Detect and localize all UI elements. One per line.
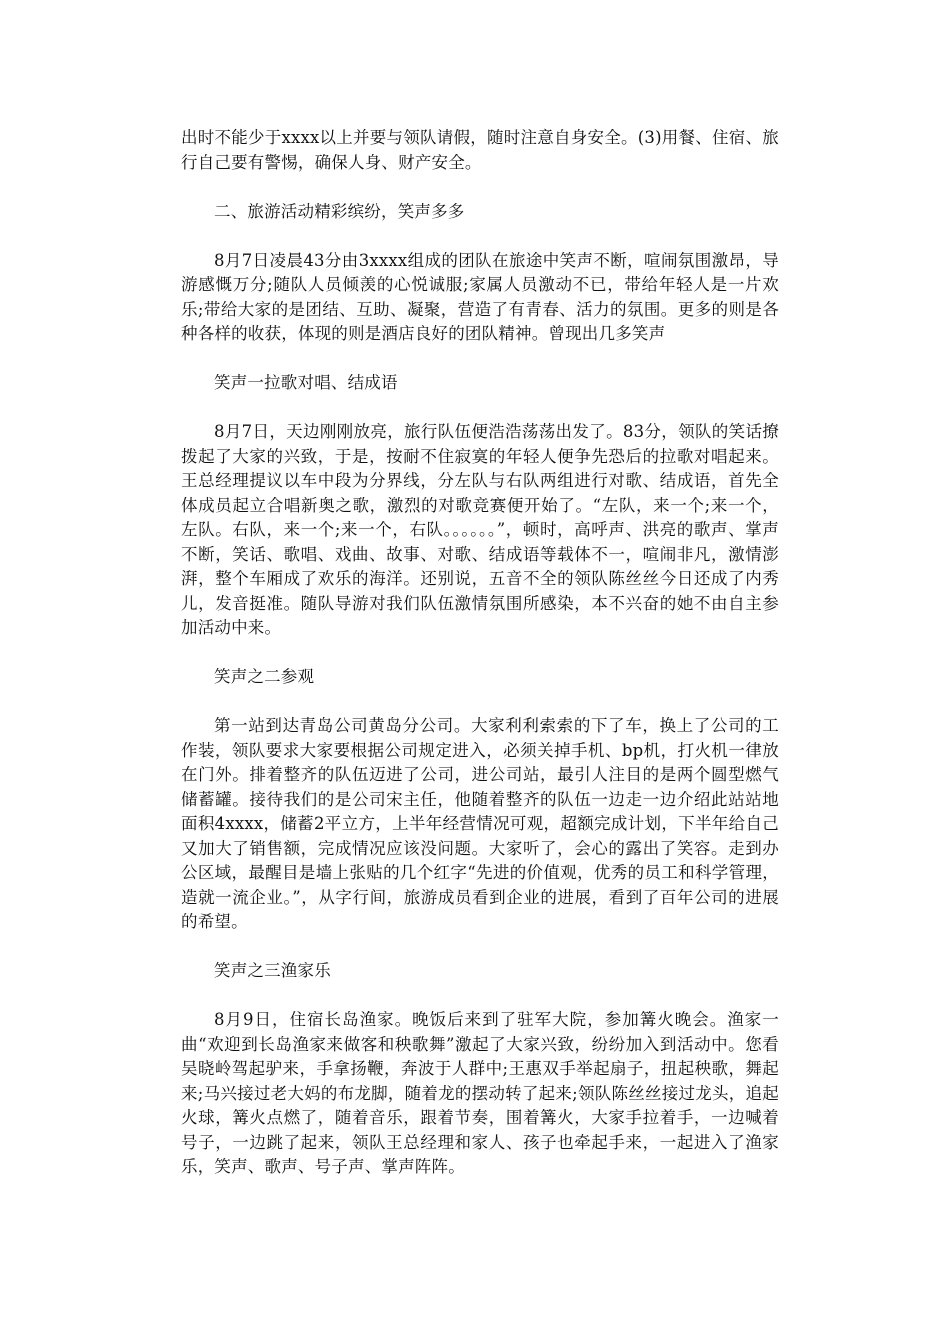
section-heading-activities: 二、旅游活动精彩缤纷，笑声多多: [214, 201, 465, 221]
paragraph-fishing-village: 8月9日，住宿长岛渔家。晚饭后来到了驻军大院，参加篝火晚会。渔家一曲“欢迎到长岛渔家来做客和秧歌舞”激起了大家兴致，纷纷加入到活动中。您看吴晓岭驾起驴来，手拿扬鞭，奔波于人群中;王惠双手举起扇子，扭起秧歌，舞起来;马兴接过老大妈的布龙脚，随着龙的摆动转了起来;领队陈丝丝接过龙头，追起火球，篝火点燃了，随着音乐，跟着节奏，围着篝火，大家手拉着手，一边喊着号子，一边跳了起来，领队王总经理和家人、孩子也牵起手来，一起进入了渔家乐，笑声、歌声、号子声、掌声阵阵。: [181, 1010, 779, 1176]
paragraph-singing-contest: 8月7日，天边刚刚放亮，旅行队伍便浩浩荡荡出发了。83分，领队的笑话撩拨起了大家的兴致，于是，按耐不住寂寞的年轻人便争先恐后的拉歌对唱起来。王总经理提议以车中段为分界线，分左队与右队两组进行对歌、结成语，首先全体成员起立合唱新奥之歌，激烈的对歌竞赛便开始了。“左队，来一个;来一个，左队。右队，来一个;来一个，右队。。。。。。”，顿时，高呼声、洪亮的歌声、掌声不断，笑话、歌唱、戏曲、故事、对歌、结成语等载体不一，喧闹非凡，激情澎湃，整个车厢成了欢乐的海洋。还别说，五音不全的领队陈丝丝今日还成了内秀儿，发音挺准。随队导游对我们队伍激情氛围所感染，本不兴奋的她不由自主参加活动中来。: [181, 422, 779, 637]
subheading-laughter-two: 笑声之二参观: [214, 667, 315, 686]
subheading-laughter-one: 笑声一拉歌对唱、结成语: [214, 373, 398, 392]
paragraph-company-visit: 第一站到达青岛公司黄岛分公司。大家利利索索的下了车，换上了公司的工作装，领队要求大家要根据公司规定进入，必须关掉手机、bp机，打火机一律放在门外。排着整齐的队伍迈进了公司，进公司站，最引人注目的是两个圆型燃气储蓄罐。接待我们的是公司宋主任，他随着整齐的队伍一边走一边介绍此站站地面积4xxxx，储蓄2平立方，上半年经营情况可观，超额完成计划，下半年给自己又加大了销售额，完成情况应该没问题。大家听了，会心的露出了笑容。走到办公区域，最醒目是墙上张贴的几个红字“先进的价值观，优秀的员工和科学管理，造就一流企业。”，从字行间，旅游成员看到企业的进展，看到了百年公司的进展的希望。: [181, 716, 779, 931]
paragraph-activities-intro: 8月7日凌晨43分由3xxxx组成的团队在旅途中笑声不断，喧闹氛围激昂，导游感慨万分;随队人员倾羡的心悦诚服;家属人员激动不已，带给年轻人是一片欢乐;带给大家的是团结、互助、凝聚，营造了有青春、活力的氛围。更多的则是各种各样的收获，体现的则是酒店良好的团队精神。曾现出几多笑声: [181, 250, 779, 343]
document-body: [181, 126, 779, 1204]
subheading-laughter-three: 笑声之三渔家乐: [214, 961, 331, 980]
paragraph-safety-notes: 出时不能少于xxxx以上并要与领队请假，随时注意自身安全。(3)用餐、住宿、旅行自己要有警惕，确保人身、财产安全。: [181, 128, 779, 172]
